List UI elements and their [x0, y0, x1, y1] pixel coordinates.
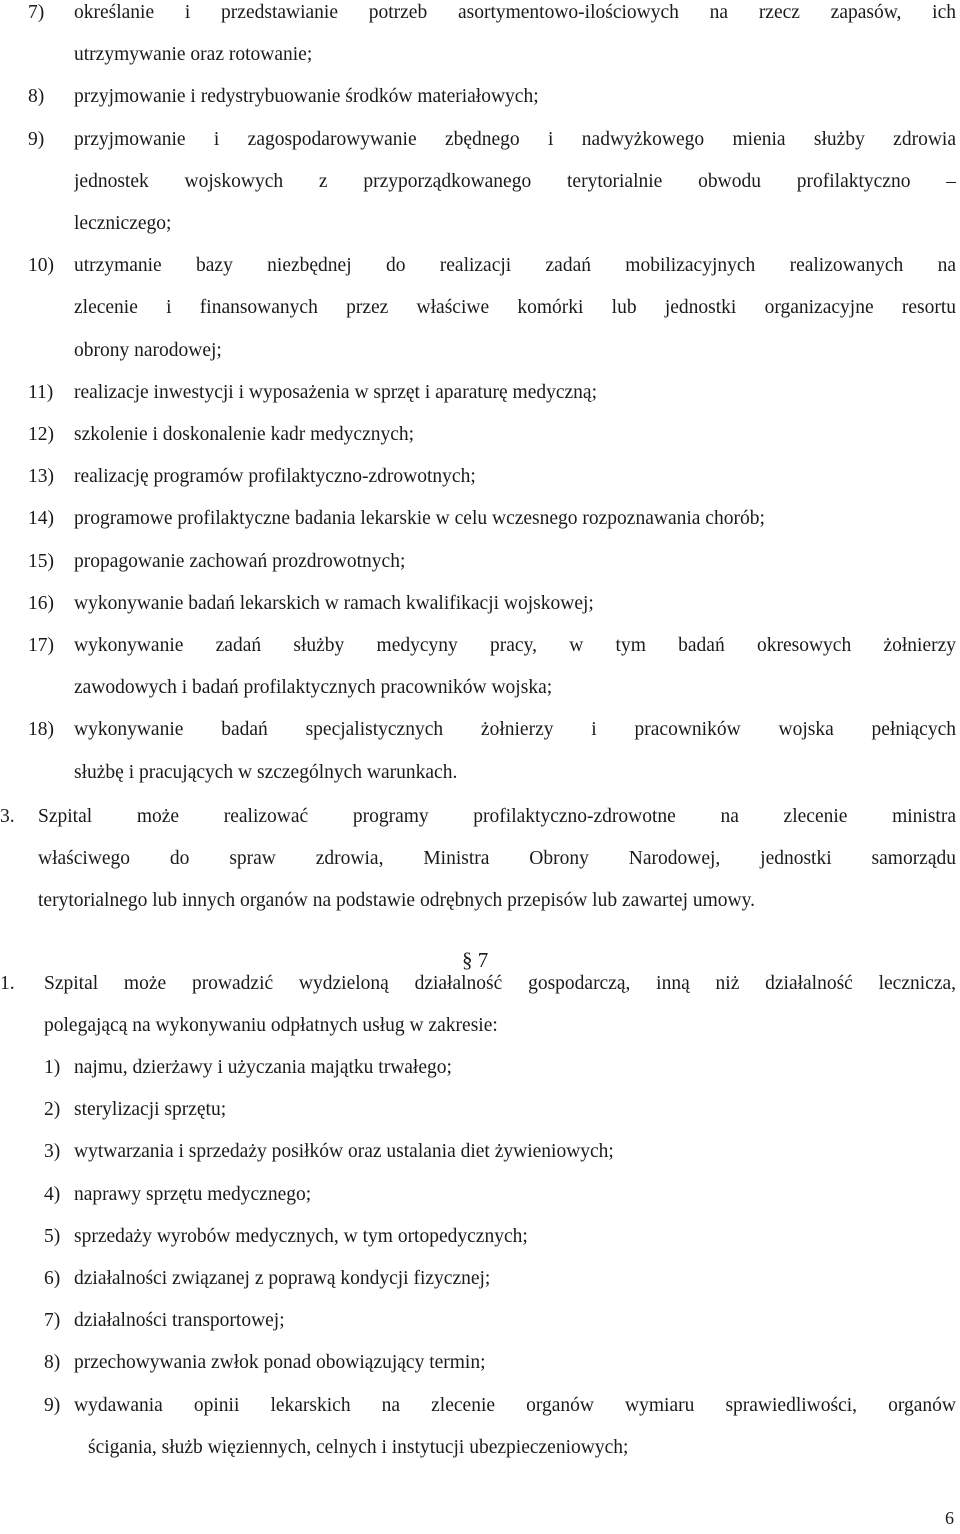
item-number: 6) [44, 1268, 61, 1289]
item-number: 8) [44, 1352, 61, 1374]
text-line [0, 415, 960, 455]
text-line [0, 331, 960, 371]
item-number: 7) [44, 1310, 61, 1332]
text-line [0, 1386, 960, 1426]
item-text: sprzedaży wyrobów medycznych, w tym ortopedycznych; [74, 1225, 528, 1247]
text-line [0, 1175, 960, 1215]
item-text: służbę i pracujących w szczególnych warunkach. [74, 761, 458, 783]
item-text: obrony narodowej; [74, 339, 222, 361]
item-text: szkolenie i doskonalenie kadr medycznych; [74, 424, 415, 445]
item-text: zawodowych i badań profilaktycznych pracowników wojska; [74, 677, 553, 699]
item-text: wytwarzania i sprzedaży posiłków oraz ustalania diet żywieniowych; [74, 1141, 614, 1163]
item-text: przyjmowanie i redystrybuowanie środków materiałowych; [74, 86, 539, 108]
item-text: wydawania opinii lekarskich na zlecenie organów wymiaru sprawiedliwości, organów [74, 1394, 956, 1416]
text-line [0, 77, 960, 117]
text-line [0, 0, 960, 33]
item-number: 9) [28, 128, 45, 150]
item-text: terytorialnego lub innych organów na podstawie odrębnych przepisów lub zawartej umowy. [38, 890, 755, 912]
item-number: 14) [28, 508, 54, 530]
item-number: 3. [0, 806, 15, 827]
item-text: realizacje inwestycji i wyposażenia w sprzęt i aparaturę medyczną; [74, 381, 597, 403]
item-number: 12) [28, 424, 54, 445]
item-text: leczniczego; [74, 213, 172, 234]
text-line [0, 204, 960, 244]
item-text: wykonywanie badań specjalistycznych żołnierzy i pracowników wojska pełniących [74, 719, 956, 741]
item-text: działalności transportowej; [74, 1310, 285, 1332]
text-line [0, 120, 960, 160]
text-line [0, 1132, 960, 1172]
text-line [0, 668, 960, 708]
item-text: wykonywanie badań lekarskich w ramach kwalifikacji wojskowej; [74, 592, 594, 614]
text-line [0, 1217, 960, 1257]
item-number: 16) [28, 592, 54, 614]
item-number: 3) [44, 1141, 61, 1163]
text-line [0, 373, 960, 413]
item-text: działalności związanej z poprawą kondycji fizycznej; [74, 1268, 491, 1289]
text-line [0, 457, 960, 497]
text-line [0, 1090, 960, 1130]
text-line [0, 35, 960, 75]
text-line [0, 626, 960, 666]
item-text: utrzymywanie oraz rotowanie; [74, 44, 313, 66]
item-number: 17) [28, 635, 54, 656]
text-line [0, 1301, 960, 1341]
item-text: najmu, dzierżawy i użyczania majątku trwałego; [74, 1057, 452, 1078]
text-line [0, 1343, 960, 1383]
item-text: zlecenie i finansowanych przez właściwe komórki lub jednostki organizacyjne resortu [74, 297, 956, 319]
item-text: polegającą na wykonywaniu odpłatnych usług w zakresie: [44, 1015, 498, 1037]
item-number: 13) [28, 466, 54, 488]
text-line [0, 797, 960, 837]
item-text: realizację programów profilaktyczno-zdrowotnych; [74, 466, 476, 488]
text-line [0, 162, 960, 202]
item-text: sterylizacji sprzętu; [74, 1099, 227, 1121]
item-number: 5) [44, 1225, 61, 1247]
item-text: jednostek wojskowych z przyporządkowanego terytorialnie obwodu profilaktyczno – [74, 170, 956, 192]
item-text: Szpital może realizować programy profilaktyczno-zdrowotne na zlecenie ministra [38, 806, 956, 827]
text-line [0, 542, 960, 582]
text-line [0, 584, 960, 624]
text-line [0, 246, 960, 286]
item-text: propagowanie zachowań prozdrowotnych; [74, 550, 406, 572]
item-number: 8) [28, 86, 45, 108]
item-text: właściwego do spraw zdrowia, Ministra Obrony Narodowej, jednostki samorządu [38, 848, 956, 870]
item-text: ścigania, służb więziennych, celnych i instytucji ubezpieczeniowych; [88, 1436, 629, 1458]
item-text: wykonywanie zadań służby medycyny pracy, w tym badań okresowych żołnierzy [74, 635, 956, 656]
text-line [0, 1048, 960, 1088]
item-number: 9) [44, 1394, 61, 1416]
item-text: Szpital może prowadzić wydzieloną działalność gospodarczą, inną niż działalność lecznicza, [44, 973, 956, 994]
item-text: programowe profilaktyczne badania lekarskie w celu wczesnego rozpoznawania chorób; [74, 508, 765, 530]
item-number: 18) [28, 719, 54, 741]
text-line [0, 1428, 960, 1468]
item-number: 4) [44, 1183, 61, 1205]
text-line [0, 753, 960, 793]
item-number: 2) [44, 1099, 61, 1121]
item-number: 7) [28, 2, 45, 23]
text-line [0, 710, 960, 750]
text-line [0, 1259, 960, 1299]
section-heading: § 7 [462, 948, 489, 972]
text-line [0, 839, 960, 879]
item-text: przyjmowanie i zagospodarowywanie zbędnego i nadwyżkowego mienia służby zdrowia [74, 128, 956, 150]
text-line [0, 881, 960, 921]
text-line [0, 499, 960, 539]
item-text: naprawy sprzętu medycznego; [74, 1183, 312, 1205]
item-number: 15) [28, 550, 54, 572]
item-number: 10) [28, 255, 54, 277]
item-text: utrzymanie bazy niezbędnej do realizacji zadań mobilizacyjnych realizowanych na [74, 255, 956, 277]
item-text: określanie i przedstawianie potrzeb asortymentowo-ilościowych na rzecz zapasów, ich [74, 2, 956, 23]
item-number: 1. [0, 973, 15, 994]
text-line [0, 1006, 960, 1046]
item-text: przechowywania zwłok ponad obowiązujący termin; [74, 1352, 486, 1374]
text-line [0, 288, 960, 328]
item-number: 1) [44, 1057, 61, 1078]
page-number: 6 [945, 1508, 954, 1528]
item-number: 11) [28, 381, 54, 403]
